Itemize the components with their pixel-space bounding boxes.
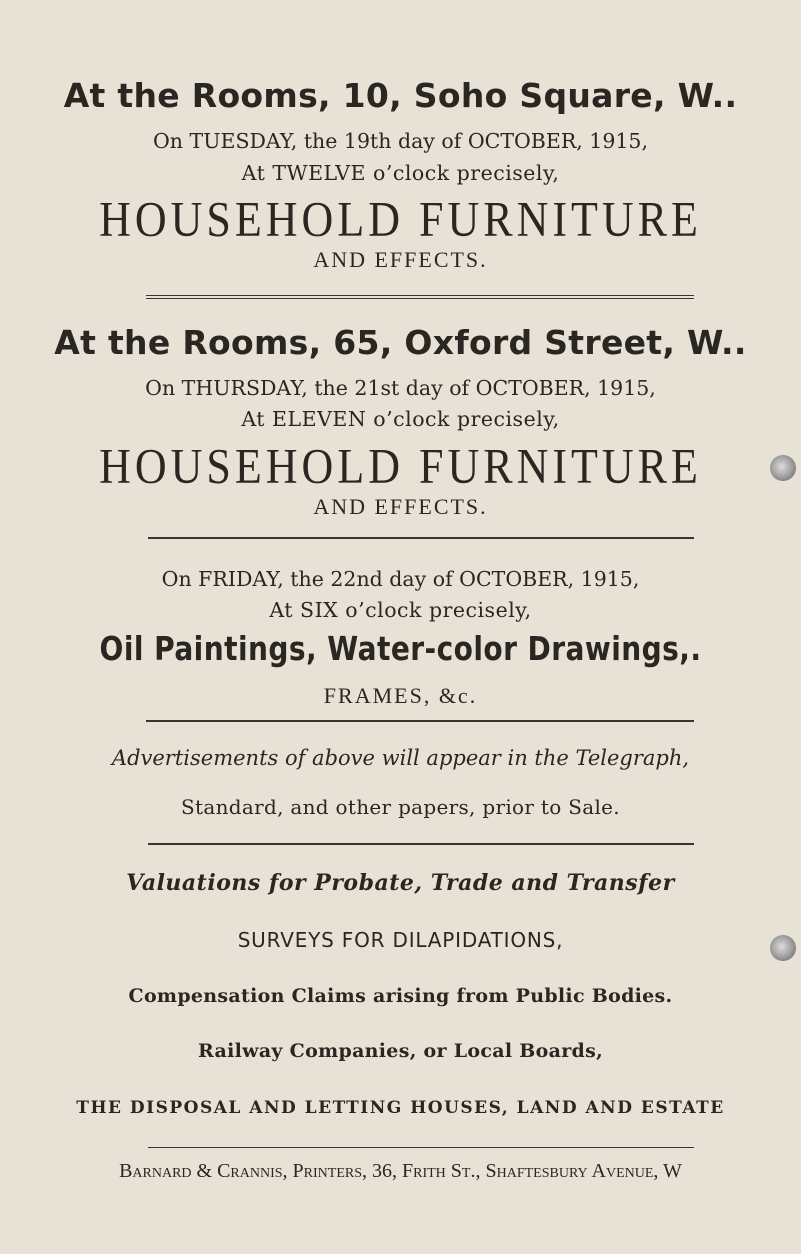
punch-hole: [770, 455, 796, 481]
sale1-date: On TUESDAY, the 19th day of OCTOBER, 1915,: [153, 129, 648, 153]
sale1-time: At TWELVE o’clock precisely,: [241, 161, 560, 185]
sale2-subtitle: AND EFFECTS.: [313, 494, 488, 519]
advert-line2: Standard, and other papers, prior to Sale.: [181, 795, 620, 819]
divider: [148, 1147, 694, 1148]
sale2-time: At ELEVEN o’clock precisely,: [241, 407, 560, 431]
sale3-subtitle: FRAMES, &c.: [323, 683, 478, 708]
advert-line1: Advertisements of above will appear in the Telegraph,: [111, 746, 690, 770]
printers-imprint: Barnard & Crannis, Printers, 36, Frith St., Shaftesbury Avenue, W: [119, 1160, 682, 1182]
sale1-title: HOUSEHOLD FURNITURE: [99, 192, 702, 247]
sale3-date: On FRIDAY, the 22nd day of OCTOBER, 1915,: [161, 567, 640, 591]
sale2-venue: At the Rooms, 65, Oxford Street, W..: [54, 323, 747, 362]
valuations-line: Valuations for Probate, Trade and Transfer: [126, 870, 675, 896]
sale1-venue: At the Rooms, 10, Soho Square, W..: [63, 76, 738, 115]
sale1-subtitle: AND EFFECTS.: [313, 247, 488, 272]
punch-hole: [770, 935, 796, 961]
sale2-title: HOUSEHOLD FURNITURE: [99, 439, 702, 494]
divider: [146, 720, 694, 722]
divider: [148, 537, 694, 539]
railway-line: Railway Companies, or Local Boards,: [197, 1040, 604, 1062]
sale3-title: Oil Paintings, Water-color Drawings,.: [99, 629, 702, 668]
sale3-time: At SIX o’clock precisely,: [269, 598, 532, 622]
surveys-line: SURVEYS FOR DILAPIDATIONS,: [237, 928, 564, 952]
divider: [148, 843, 694, 845]
sale2-date: On THURSDAY, the 21st day of OCTOBER, 1915,: [145, 376, 656, 400]
divider: [146, 295, 694, 299]
compensation-line: Compensation Claims arising from Public Bodies.: [128, 985, 673, 1007]
disposal-line: THE DISPOSAL AND LETTING HOUSES, LAND AND ESTATE: [76, 1098, 725, 1118]
